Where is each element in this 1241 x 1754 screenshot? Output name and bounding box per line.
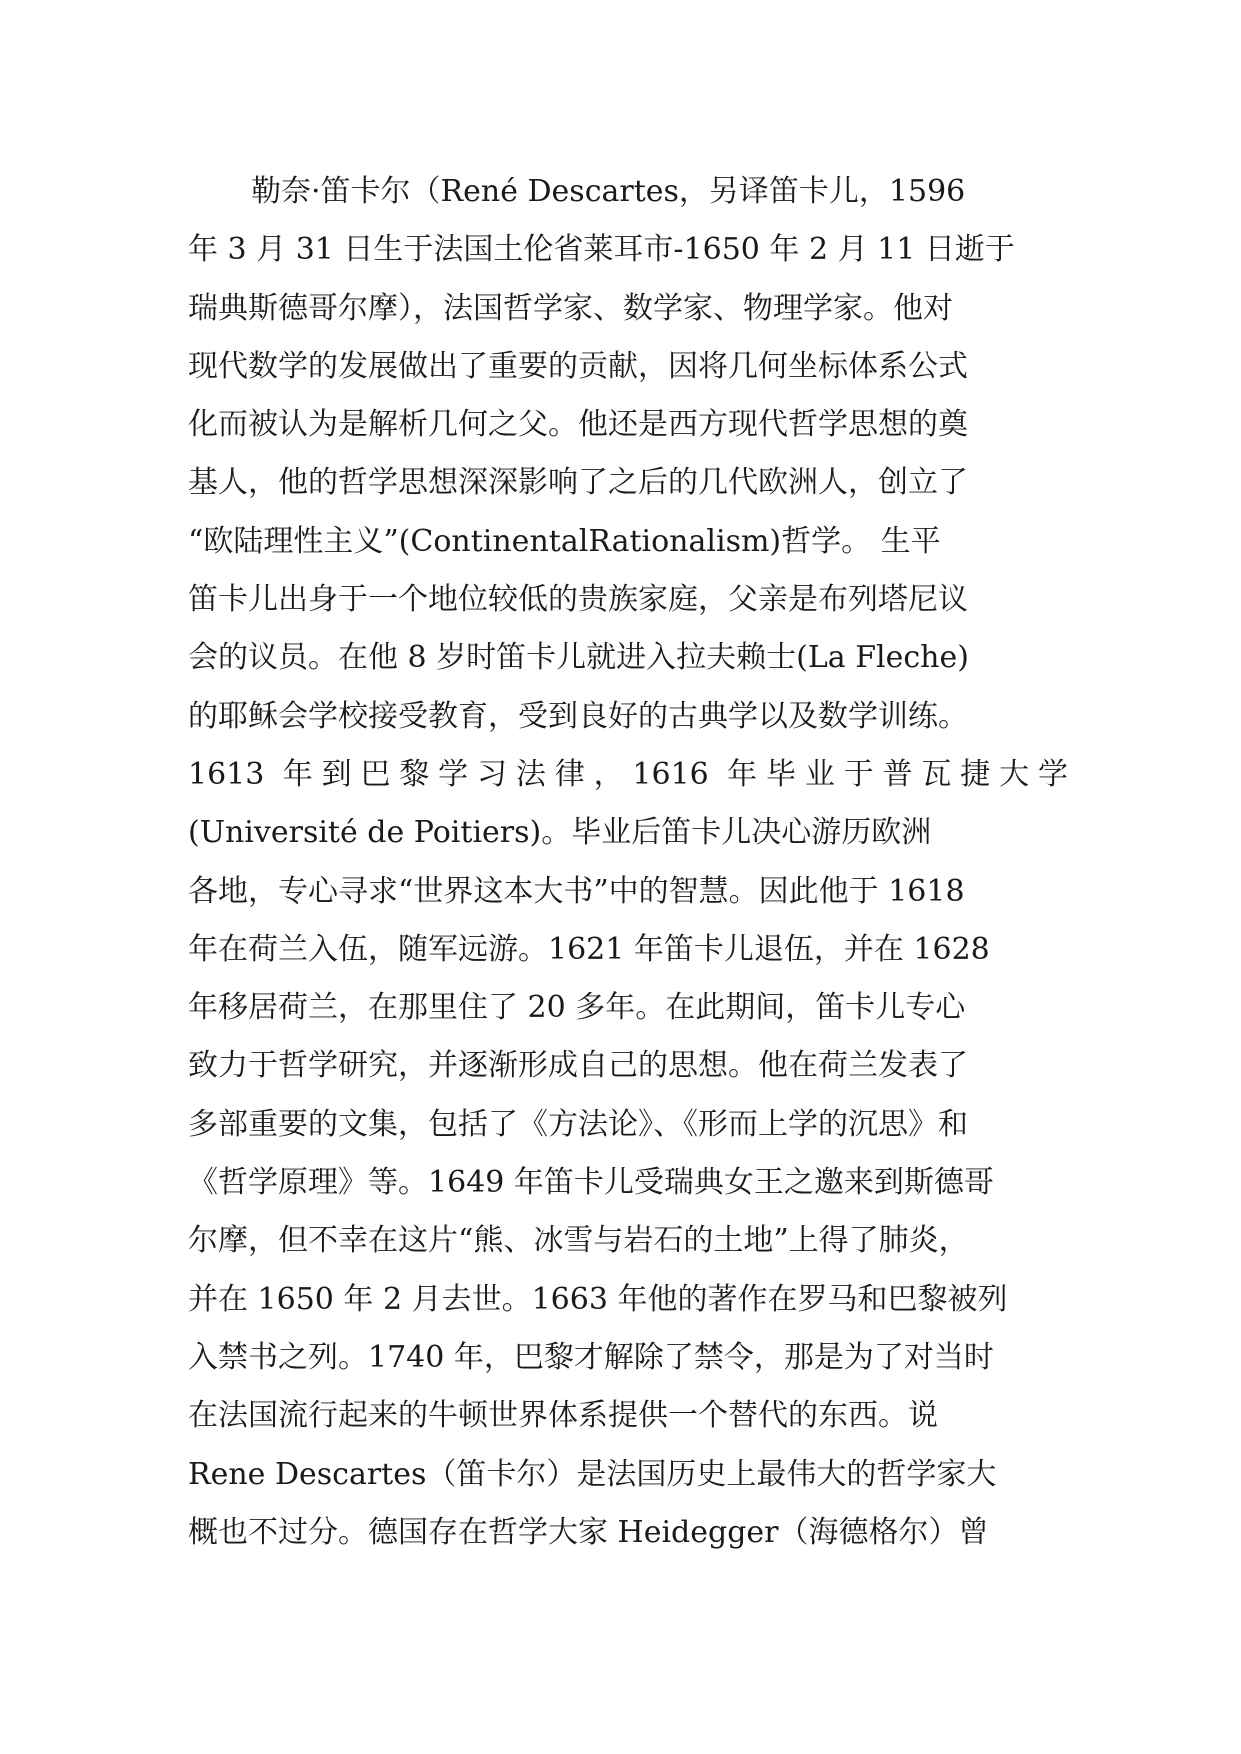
text-line: 瑞典斯德哥尔摩），法国哲学家、数学家、物理学家。他对	[188, 290, 953, 326]
text-line: 的耶稣会学校接受教育，受到良好的古典学以及数学训练。	[188, 698, 968, 734]
text-line: 年 3 月 31 日生于法国土伦省莱耳市-1650 年 2 月 11 日逝于	[188, 232, 1015, 268]
text-line: 年在荷兰入伍，随军远游。1621 年笛卡儿退伍，并在 1628	[188, 931, 990, 967]
text-line: 入禁书之列。1740 年，巴黎才解除了禁令，那是为了对当时	[188, 1339, 994, 1375]
text-line: 致力于哲学研究，并逐渐形成自己的思想。他在荷兰发表了	[188, 1048, 968, 1084]
text-line: 在法国流行起来的牛顿世界体系提供一个替代的东西。说	[188, 1398, 938, 1434]
text-line: 会的议员。在他 8 岁时笛卡儿就进入拉夫赖士(La Fleche)	[188, 640, 969, 676]
text-line: Rene Descartes（笛卡尔）是法国历史上最伟大的哲学家大	[188, 1456, 997, 1492]
text-line: 概也不过分。德国存在哲学大家 Heidegger（海德格尔）曾	[188, 1514, 989, 1550]
text-line: 并在 1650 年 2 月去世。1663 年他的著作在罗马和巴黎被列	[188, 1281, 1008, 1317]
text-line: 年移居荷兰，在那里住了 20 多年。在此期间，笛卡儿专心	[188, 990, 966, 1026]
text-line: 多部重要的文集，包括了《方法论》、《形而上学的沉思》和	[188, 1106, 968, 1142]
text-line: 笛卡儿出身于一个地位较低的贵族家庭，父亲是布列塔尼议	[188, 582, 968, 618]
text-line: “欧陆理性主义”(ContinentalRationalism)哲学。 生平	[188, 523, 941, 559]
text-line: 尔摩，但不幸在这片“熊、冰雪与岩石的土地”上得了肺炎，	[188, 1223, 969, 1259]
text-line: 基人，他的哲学思想深深影响了之后的几代欧洲人，创立了	[188, 465, 968, 501]
text-line: (Université de Poitiers)。毕业后笛卡儿决心游历欧洲	[188, 815, 932, 851]
text-line: 勒奈·笛卡尔（René Descartes，另译笛卡儿，1596	[251, 174, 966, 209]
text-line: 《哲学原理》等。1649 年笛卡儿受瑞典女王之邀来到斯德哥	[188, 1165, 994, 1201]
text-line: 化而被认为是解析几何之父。他还是西方现代哲学思想的奠	[188, 407, 968, 443]
body-text	[188, 163, 1068, 1562]
text-line: 现代数学的发展做出了重要的贡献，因将几何坐标体系公式	[188, 348, 968, 384]
text-line: 1613 年到巴黎学习法律，1616 年毕业于普瓦捷大学	[188, 756, 1068, 792]
text-line: 各地，专心寻求“世界这本大书”中的智慧。因此他于 1618	[188, 873, 965, 909]
